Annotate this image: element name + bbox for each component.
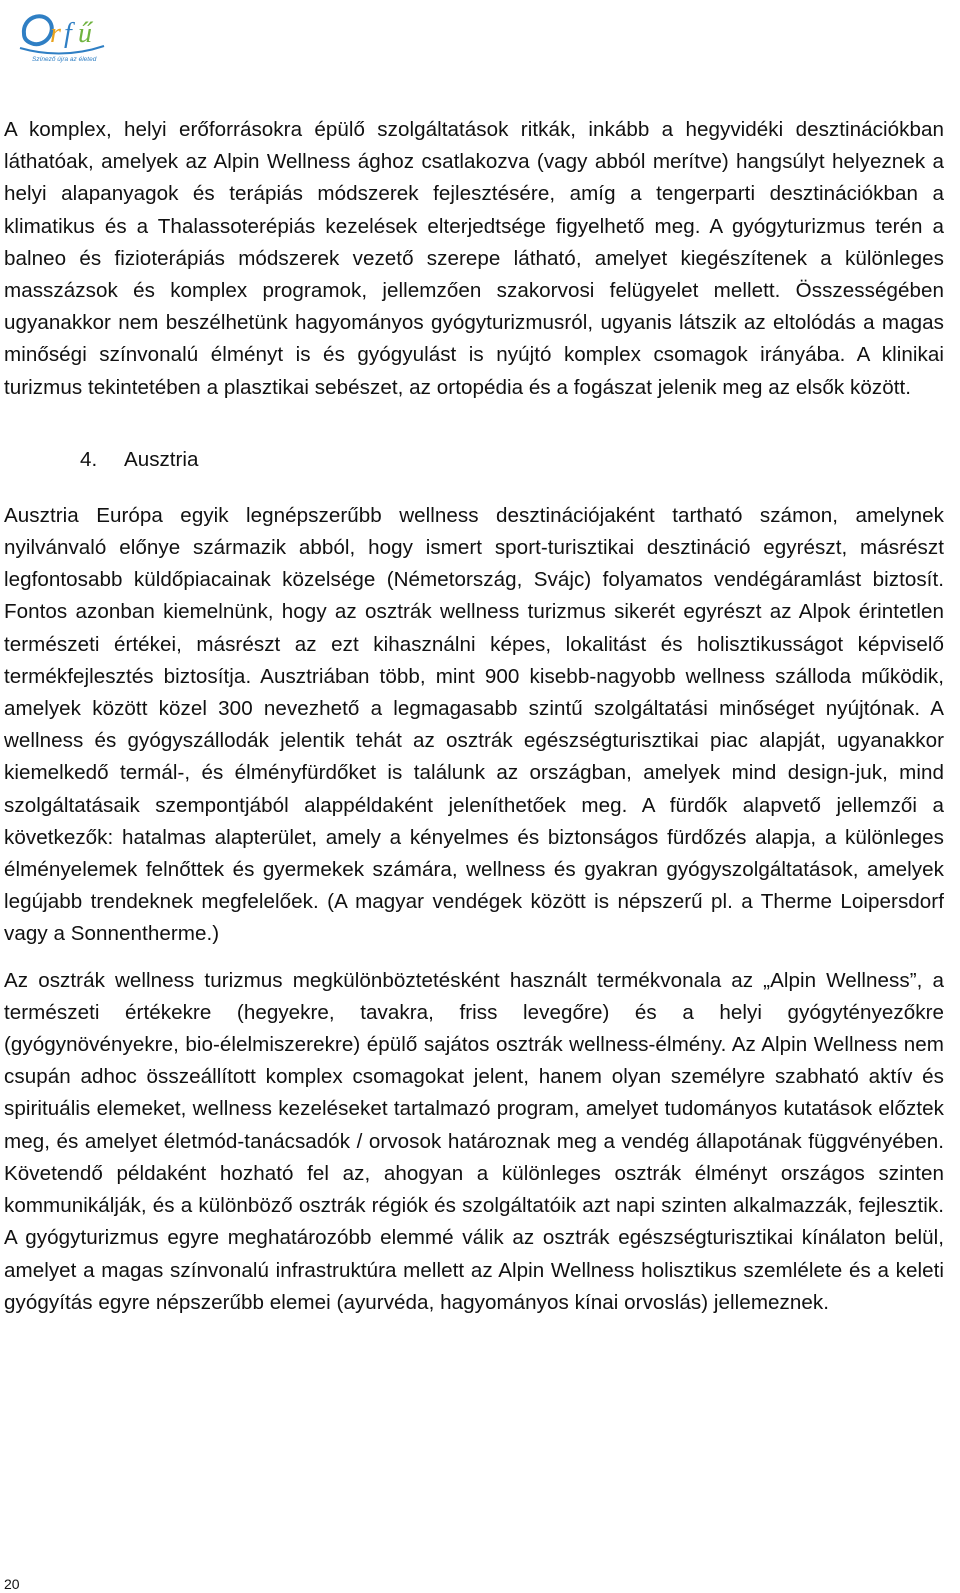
page-number: 20 (4, 1576, 20, 1592)
section-heading (80, 444, 944, 476)
logo-tagline: Színező újra az életed (32, 56, 97, 63)
paragraph-alpin-wellness: Az osztrák wellness turizmus megkülönböztetésként használt termékvonala az „Alpin Wellness”, a természeti értékekre (hegyekre, tavakra, friss levegőre) és a helyi gyógytényezőkre (gyógynövényekre, bio-élelmiszerekre) épülő sajátos osztrák wellness-élmény. Az Alpin Wellness nem csupán adhoc összeállított komplex csomagokat jelent, hanem olyan személyre szabható aktív és spirituális elemeket, wellness kezeléseket tartalmazó program, amelyet tudományos kutatások előztek meg, és amelyet életmód-tanácsadók / orvosok határoznak meg a vendég állapotának függvényében. Követendő példaként hozható fel az, ahogyan a különleges osztrák élményt országos szinten kommunikálják, és a különböző osztrák régiók és szolgáltatóik azt napi szinten alkalmazzák, fejlesztik. A gyógyturizmus egyre meghatározóbb elemmé válik az osztrák egészségturisztikai kínálaton belül, amelyet a magas színvonalú infrastruktúra mellett az Alpin Wellness holisztikus szemlélete és a keleti gyógyítás egyre népszerűbb elemei (ayurvéda, hagyományos kínai orvoslás) jellemeznek. (4, 968, 944, 1314)
document-body (4, 114, 944, 1319)
paragraph-intro: A komplex, helyi erőforrásokra épülő szolgáltatások ritkák, inkább a hegyvidéki desztinációkban láthatóak, amelyek az Alpin Wellness ághoz csatlakozva (vagy abból merítve) hangsúlyt helyeznek a helyi alapanyagok és terápiás módszerek fejlesztésére, amíg a tengerparti desztinációkban a klimatikus és a Thalassoterépiás kezelések elterjedtsége figyelhető meg. A gyógyturizmus terén a balneo és fizioterápiás módszerek vezető szerepe látható, amelyet kiegészítenek a különleges masszázsok és komplex programok, jellemzően szakorvosi felügyelet mellett. Összességében ugyanakkor nem beszélhetünk hagyományos gyógyturizmusról, ugyanis látszik az eltolódás a magas minőségi színvonalú élményt is és gyógyulást is nyújtó komplex csomagok irányába. A klinikai turizmus tekintetében a plasztikai sebészet, az ortopédia és a fogászat jelenik meg az elsők között. (4, 118, 944, 399)
logo-r-letter: r (50, 18, 61, 49)
logo-o-shape (24, 16, 52, 44)
section-title: Ausztria (124, 447, 199, 471)
logo-f-letter: f (64, 18, 72, 49)
paragraph-austria-overview: Ausztria Európa egyik legnépszerűbb wellness desztinációjaként tartható számon, amelynek nyilvánvaló előnye származik abból, hogy ismert sport-turisztikai desztináció egyrészt, másrészt legfontosabb küldőpiacainak közelsége (Németország, Svájc) folyamatos vendégáramlást biztosít. Fontos azonban kiemelnünk, hogy az osztrák wellness turizmus sikerét egyrészt az Alpok érintetlen természeti értékei, másrészt az ezt kihasználni képes, lokalitást és holisztikusságot képviselő termékfejlesztés biztosítja. Ausztriában több, mint 900 kisebb-nagyobb wellness szálloda működik, amelyek között közel 300 nevezhető a legmagasabb szintű szolgáltatási minőséget nyújtónak. A wellness és gyógyszállodák jelentik tehát az osztrák egészségturisztikai piac alapját, ugyanakkor kiemelkedő termál-, és élményfürdőket is találunk az országban, amelyek mind design-juk, mind szolgáltatásaik szempontjából alappéldaként jeleníthetőek meg. A fürdők alapvető jellemzői a következők: hatalmas alapterület, amely a kényelmes és biztonságos fürdőzés alapja, a különleges élményelemek felnőttek és gyermekek számára, wellness és gyakran gyógyszolgáltatások, amelyek legújabb trendeknek megfelelőek. (A magyar vendégek között is népszerű pl. a Therme Loipersdorf vagy a Sonnentherme.) (4, 503, 944, 946)
section-number: 4. (80, 447, 98, 471)
orfu-logo-graphic (16, 4, 108, 66)
orfu-logo (16, 4, 108, 66)
logo-u-letter: ű (78, 18, 92, 49)
